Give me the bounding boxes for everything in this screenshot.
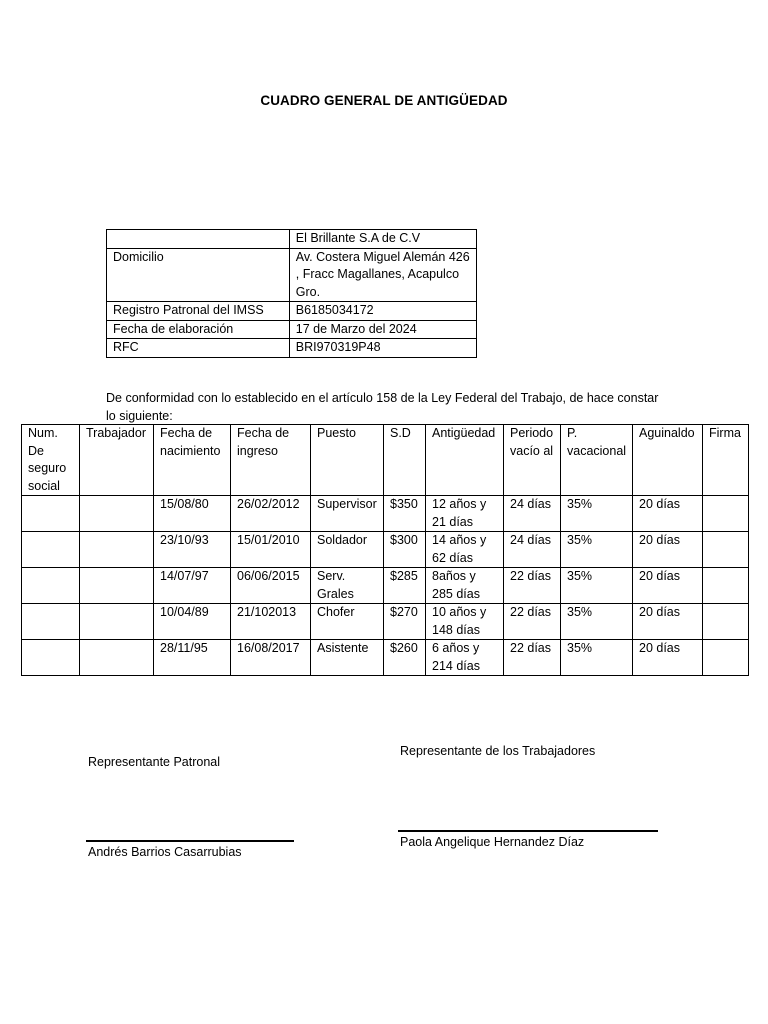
- header-cell: Firma: [703, 425, 749, 496]
- table-cell: 06/06/2015: [231, 568, 311, 604]
- header-cell: Aguinaldo: [633, 425, 703, 496]
- table-cell: 24 días: [504, 496, 561, 532]
- page-title: CUADRO GENERAL DE ANTIGÜEDAD: [260, 93, 508, 108]
- table-cell: 20 días: [633, 604, 703, 640]
- table-cell: 12 años y 21 días: [426, 496, 504, 532]
- table-cell: 8años y 285 días: [426, 568, 504, 604]
- table-cell: Soldador: [311, 532, 384, 568]
- table-cell: 26/02/2012: [231, 496, 311, 532]
- table-cell: 10 años y 148 días: [426, 604, 504, 640]
- table-cell: 35%: [561, 532, 633, 568]
- table-cell: [80, 568, 154, 604]
- table-cell: [22, 496, 80, 532]
- header-cell: Antigüedad: [426, 425, 504, 496]
- table-cell: 35%: [561, 640, 633, 676]
- antiguedad-table: [21, 424, 749, 676]
- company-name: El Brillante S.A de C.V: [289, 230, 476, 249]
- table-cell: 20 días: [633, 640, 703, 676]
- table-cell: 14/07/97: [154, 568, 231, 604]
- table-cell: [22, 640, 80, 676]
- employer-signature-line: [86, 840, 294, 842]
- header-cell: Fecha de ingreso: [231, 425, 311, 496]
- workers-signature-line: [398, 830, 658, 832]
- table-cell: 20 días: [633, 496, 703, 532]
- table-cell: Supervisor: [311, 496, 384, 532]
- table-cell: $260: [384, 640, 426, 676]
- table-cell: $285: [384, 568, 426, 604]
- table-cell: 21/102013: [231, 604, 311, 640]
- table-cell: 28/11/95: [154, 640, 231, 676]
- header-cell: Fecha de nacimiento: [154, 425, 231, 496]
- registro-patronal-value: B6185034172: [289, 302, 476, 321]
- fecha-elaboracion-label: Fecha de elaboración: [107, 320, 290, 339]
- table-cell: 35%: [561, 604, 633, 640]
- table-cell: 20 días: [633, 532, 703, 568]
- table-cell: [80, 496, 154, 532]
- table-cell: [703, 604, 749, 640]
- table-cell: 14 años y 62 días: [426, 532, 504, 568]
- rfc-label: RFC: [107, 339, 290, 358]
- table-cell: [703, 640, 749, 676]
- table-row: [22, 496, 749, 532]
- table-cell: $300: [384, 532, 426, 568]
- table-cell: 35%: [561, 568, 633, 604]
- header-cell: Num. De seguro social: [22, 425, 80, 496]
- registro-patronal-label: Registro Patronal del IMSS: [107, 302, 290, 321]
- table-cell: 22 días: [504, 640, 561, 676]
- table-row: [22, 640, 749, 676]
- table-cell: Asistente: [311, 640, 384, 676]
- table-cell: Serv. Grales: [311, 568, 384, 604]
- table-cell: 10/04/89: [154, 604, 231, 640]
- table-cell: Chofer: [311, 604, 384, 640]
- workers-representative-label: Representante de los Trabajadores: [400, 744, 596, 758]
- company-info-table: [106, 229, 477, 358]
- header-cell: Periodo vacío al: [504, 425, 561, 496]
- header-cell: S.D: [384, 425, 426, 496]
- table-row: [22, 604, 749, 640]
- table-cell: [22, 568, 80, 604]
- table-cell: [22, 532, 80, 568]
- table-cell: 16/08/2017: [231, 640, 311, 676]
- domicilio-value: Av. Costera Miguel Alemán 426 , Fracc Magallanes, Acapulco Gro.: [289, 248, 476, 302]
- domicilio-label: Domicilio: [107, 248, 290, 302]
- table-cell: 20 días: [633, 568, 703, 604]
- table-cell: [703, 496, 749, 532]
- table-header-row: [22, 425, 749, 496]
- employer-representative-name: Andrés Barrios Casarrubias: [88, 845, 242, 859]
- table-cell: [80, 604, 154, 640]
- employer-representative-label: Representante Patronal: [88, 755, 221, 769]
- table-cell: 23/10/93: [154, 532, 231, 568]
- table-cell: 15/01/2010: [231, 532, 311, 568]
- table-cell: 22 días: [504, 604, 561, 640]
- table-cell: [80, 532, 154, 568]
- table-cell: [703, 532, 749, 568]
- company-info-empty-cell: [107, 230, 290, 249]
- fecha-elaboracion-value: 17 de Marzo del 2024: [289, 320, 476, 339]
- rfc-value: BRI970319P48: [289, 339, 476, 358]
- table-row: [22, 568, 749, 604]
- table-cell: [80, 640, 154, 676]
- table-cell: 24 días: [504, 532, 561, 568]
- header-cell: Puesto: [311, 425, 384, 496]
- table-cell: 6 años y 214 días: [426, 640, 504, 676]
- header-cell: P. vacacional: [561, 425, 633, 496]
- table-cell: [22, 604, 80, 640]
- table-cell: 22 días: [504, 568, 561, 604]
- table-cell: $270: [384, 604, 426, 640]
- header-cell: Trabajador: [80, 425, 154, 496]
- table-cell: 15/08/80: [154, 496, 231, 532]
- table-row: [22, 532, 749, 568]
- table-cell: 35%: [561, 496, 633, 532]
- table-cell: $350: [384, 496, 426, 532]
- table-cell: [703, 568, 749, 604]
- intro-paragraph: De conformidad con lo establecido en el artículo 158 de la Ley Federal del Trabajo, de hace constar lo siguiente:: [106, 391, 659, 423]
- workers-representative-name: Paola Angelique Hernandez Díaz: [400, 835, 585, 849]
